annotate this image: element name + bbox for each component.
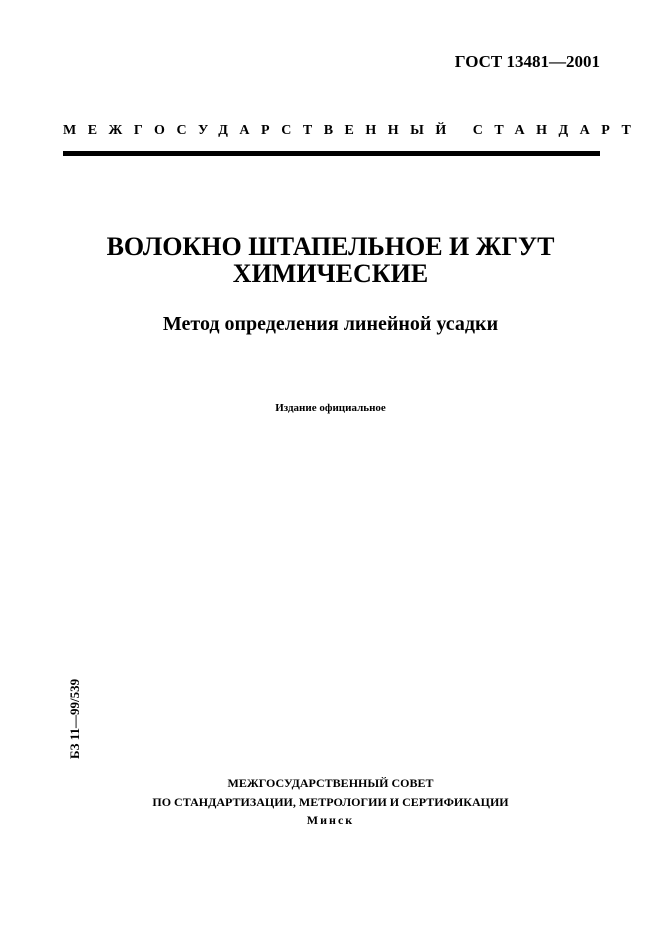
side-registration-code: БЗ 11—99/539	[67, 678, 82, 759]
document-code: ГОСТ 13481—2001	[454, 52, 600, 71]
publisher-line-2: ПО СТАНДАРТИЗАЦИИ, МЕТРОЛОГИИ И СЕРТИФИКАЦИИ	[152, 795, 509, 809]
document-title-line-1: ВОЛОКНО ШТАПЕЛЬНОЕ И ЖГУТ	[106, 232, 555, 261]
edition-note: Издание официальное	[275, 402, 386, 414]
header-divider	[63, 151, 600, 156]
standard-type-heading: МЕЖГОСУДАРСТВЕННЫЙ СТАНДАРТ	[63, 123, 643, 138]
document-title-line-2: ХИМИЧЕСКИЕ	[232, 259, 429, 288]
publisher-city: Минск	[306, 813, 355, 827]
publisher-line-1: МЕЖГОСУДАРСТВЕННЫЙ СОВЕТ	[227, 776, 434, 790]
document-subtitle: Метод определения линейной усадки	[162, 313, 499, 335]
